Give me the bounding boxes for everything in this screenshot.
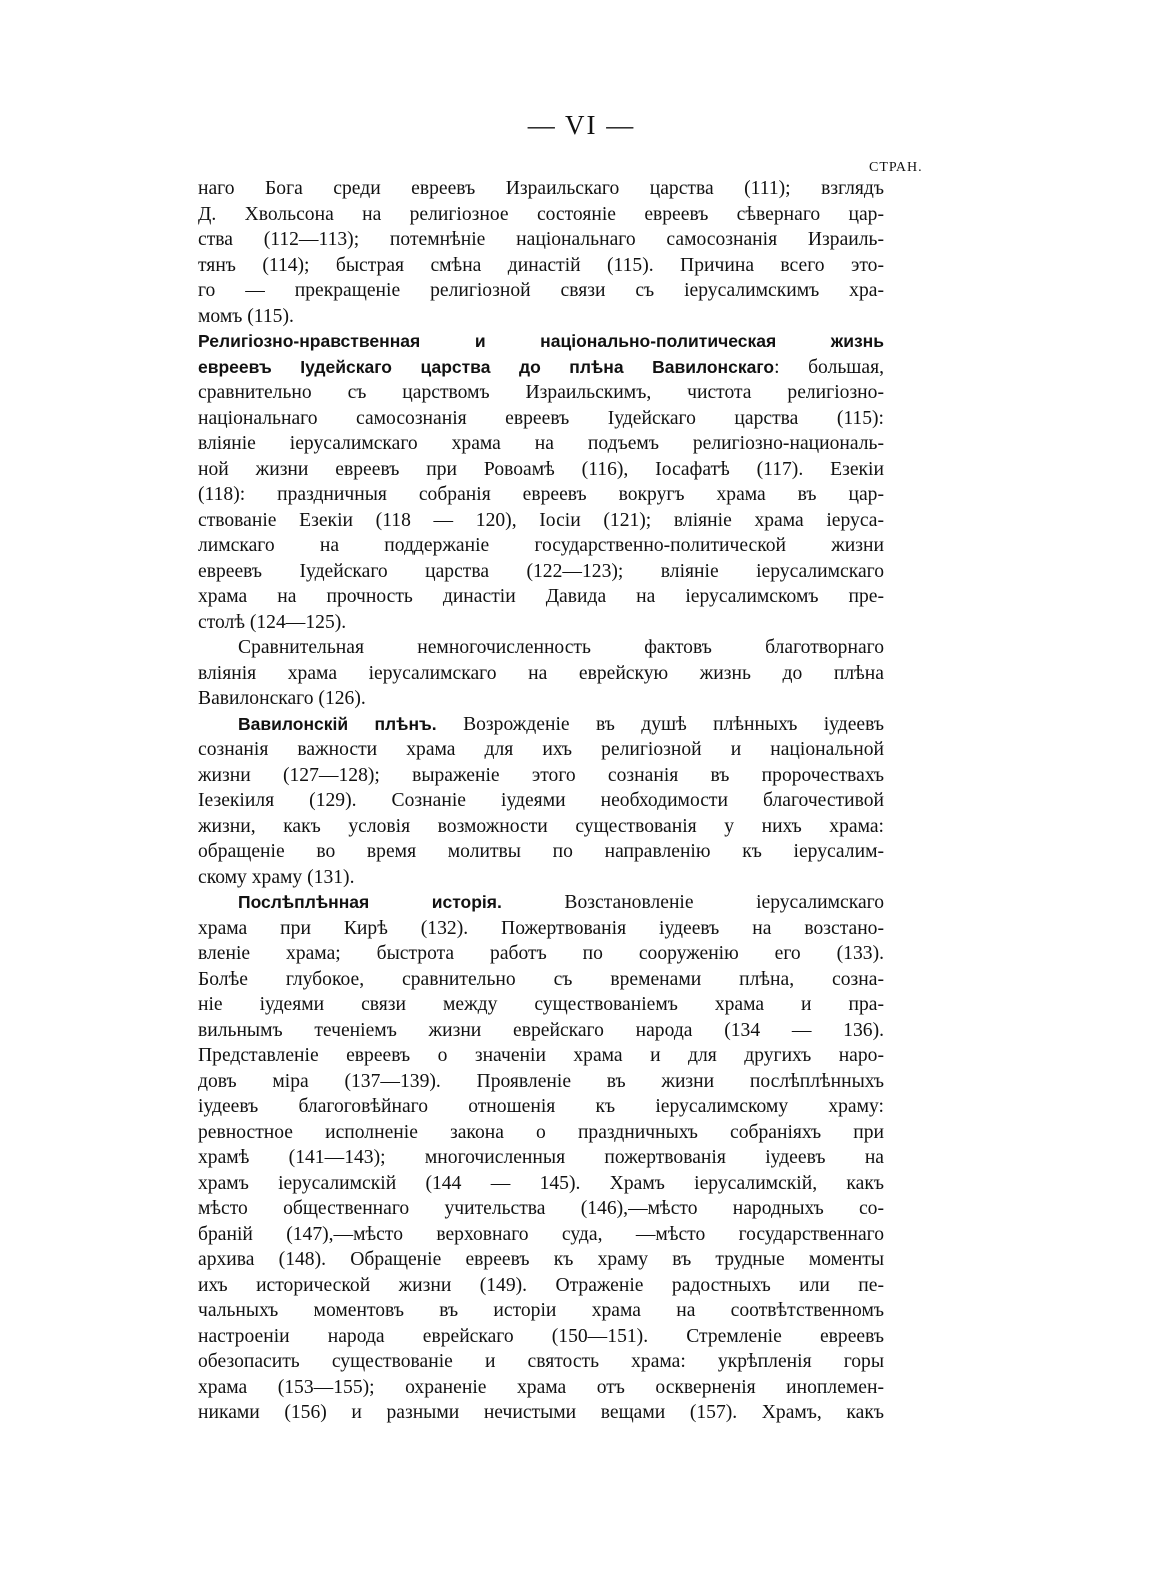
text-line: сравнительно съ царствомъ Израильскимъ, чистота религіозно- <box>198 382 884 403</box>
text-line: Сравнительная немногочисленность фактовъ благотворнаго <box>238 637 884 658</box>
text-line: евреевъ Іудейскаго царства (122—123); вліяніе іерусалимскаго <box>198 560 884 582</box>
text-line: національнаго самосознанія евреевъ Іудейскаго царства (115): <box>198 407 884 429</box>
contents-text <box>198 176 884 1426</box>
text-line: никами (156) и разными нечистыми вещами (157). Храмъ, какъ <box>198 1402 884 1423</box>
text-line: ревностное исполненіе закона о праздничныхъ собраніяхъ при <box>198 1121 884 1143</box>
text-line: ихъ исторической жизни (149). Отраженіе радостныхъ или пе- <box>198 1274 884 1296</box>
text-line: столѣ (124—125). <box>198 611 347 633</box>
text-line: довъ міра (137—139). Проявленіе въ жизни послѣплѣнныхъ <box>198 1070 884 1092</box>
text-line: тянъ (114); быстрая смѣна династій (115). Причина всего это- <box>198 254 884 276</box>
text-line: сознанія важности храма для ихъ религіозной и національной <box>198 739 884 760</box>
text-line: іудеевъ благоговѣйнаго отношенія къ іерусалимскому храму: <box>198 1096 884 1117</box>
text-line: вліянія храма іерусалимскаго на еврейскую жизнь до плѣна <box>198 662 884 684</box>
text-line: Представленіе евреевъ о значеніи храма и для другихъ наро- <box>198 1045 884 1066</box>
text-line: чальныхъ моментовъ въ исторіи храма на соотвѣтственномъ <box>198 1300 884 1321</box>
text-line: го — прекращеніе религіозной связи съ іерусалимскимъ хра- <box>198 280 884 301</box>
text-line: (118): праздничныя собранія евреевъ вокругъ храма въ цар- <box>198 484 884 505</box>
column-label: СТРАН. <box>869 160 923 175</box>
text-line: ствованіе Езекіи (118 — 120), Іосіи (121); вліяніе храма іеруса- <box>198 509 884 531</box>
text-line: обращеніе во время молитвы по направленію къ іерусалим- <box>198 841 884 862</box>
section-heading: евреевъ Іудейскаго царства до плѣна Вавилонскаго <box>198 356 775 377</box>
text-line: вильнымъ теченіемъ жизни еврейскаго народа (134 — 136). <box>198 1019 884 1041</box>
text-line: лимскаго на поддержаніе государственно-политической жизни <box>198 535 884 556</box>
text-line: архива (148). Обращеніе евреевъ къ храму въ трудные моменты <box>198 1249 884 1270</box>
page-number: — VI — <box>527 110 636 140</box>
text-line: храмъ іерусалимскій (144 — 145). Храмъ іерусалимскій, какъ <box>198 1172 884 1194</box>
text-line: вленіе храма; быстрота работъ по сооруженію его (133). <box>198 943 884 964</box>
heading-rest: Возрожденіе въ душѣ плѣнныхъ іудеевъ <box>463 713 884 735</box>
section-heading: Вавилонскій плѣнъ. <box>238 713 437 734</box>
text-line: обезопасить существованіе и святость храма: укрѣпленія горы <box>198 1351 884 1372</box>
text-line: мѣсто общественнаго учительства (146),—мѣсто народныхъ со- <box>198 1198 884 1219</box>
text-line: жизни (127—128); выраженіе этого сознанія въ пророчествахъ <box>198 764 884 786</box>
text-line: Вавилонскаго (126). <box>198 688 366 709</box>
text-line: Болѣе глубокое, сравнительно съ временами плѣна, созна- <box>198 968 884 990</box>
text-line: жизни, какъ условія возможности существованія у нихъ храма: <box>198 815 884 837</box>
text-line: ніе іудеями связи между существованіемъ храма и пра- <box>198 994 884 1015</box>
text-line <box>198 712 884 738</box>
heading-tail: : большая, <box>774 356 884 378</box>
text-line: момъ (115). <box>198 305 294 327</box>
heading-rest: Возстановленіе іерусалимскаго <box>564 892 884 913</box>
text-line: ной жизни евреевъ при Ровоамѣ (116), Іосафатѣ (117). Езекіи <box>198 458 884 480</box>
text-line <box>198 355 884 381</box>
text-line: скому храму (131). <box>198 866 355 888</box>
text-line: храма (153—155); охраненіе храма отъ оскверненія иноплемен- <box>198 1376 884 1398</box>
text-line: настроеніи народа еврейскаго (150—151). Стремленіе евреевъ <box>198 1325 884 1347</box>
text-line: вліяніе іерусалимскаго храма на подъемъ религіозно-националь- <box>198 433 884 454</box>
section-heading: Религіозно-нравственная и національно-политическая жизнь <box>198 331 884 351</box>
text-line: храма на прочность династіи Давида на іерусалимскомъ пре- <box>198 586 884 607</box>
text-line: Іезекіиля (129). Сознаніе іудеями необходимости благочестивой <box>198 790 884 811</box>
text-line: браній (147),—мѣсто верховнаго суда, —мѣсто государственнаго <box>198 1223 884 1245</box>
text-line: ства (112—113); потемнѣніе національнаго самосознанія Израиль- <box>198 229 884 250</box>
text-line: Д. Хвольсона на религіозное состояніе евреевъ сѣвернаго цар- <box>198 203 884 225</box>
text-line <box>198 890 884 916</box>
section-heading: Послѣплѣнная исторія. <box>238 892 502 912</box>
text-line: храмѣ (141—143); многочисленныя пожертвованія іудеевъ на <box>198 1147 884 1168</box>
text-line: храма при Кирѣ (132). Пожертвованія іудеевъ на возстано- <box>198 917 884 939</box>
text-line: наго Бога среди евреевъ Израильскаго царства (111); взглядъ <box>198 178 884 199</box>
